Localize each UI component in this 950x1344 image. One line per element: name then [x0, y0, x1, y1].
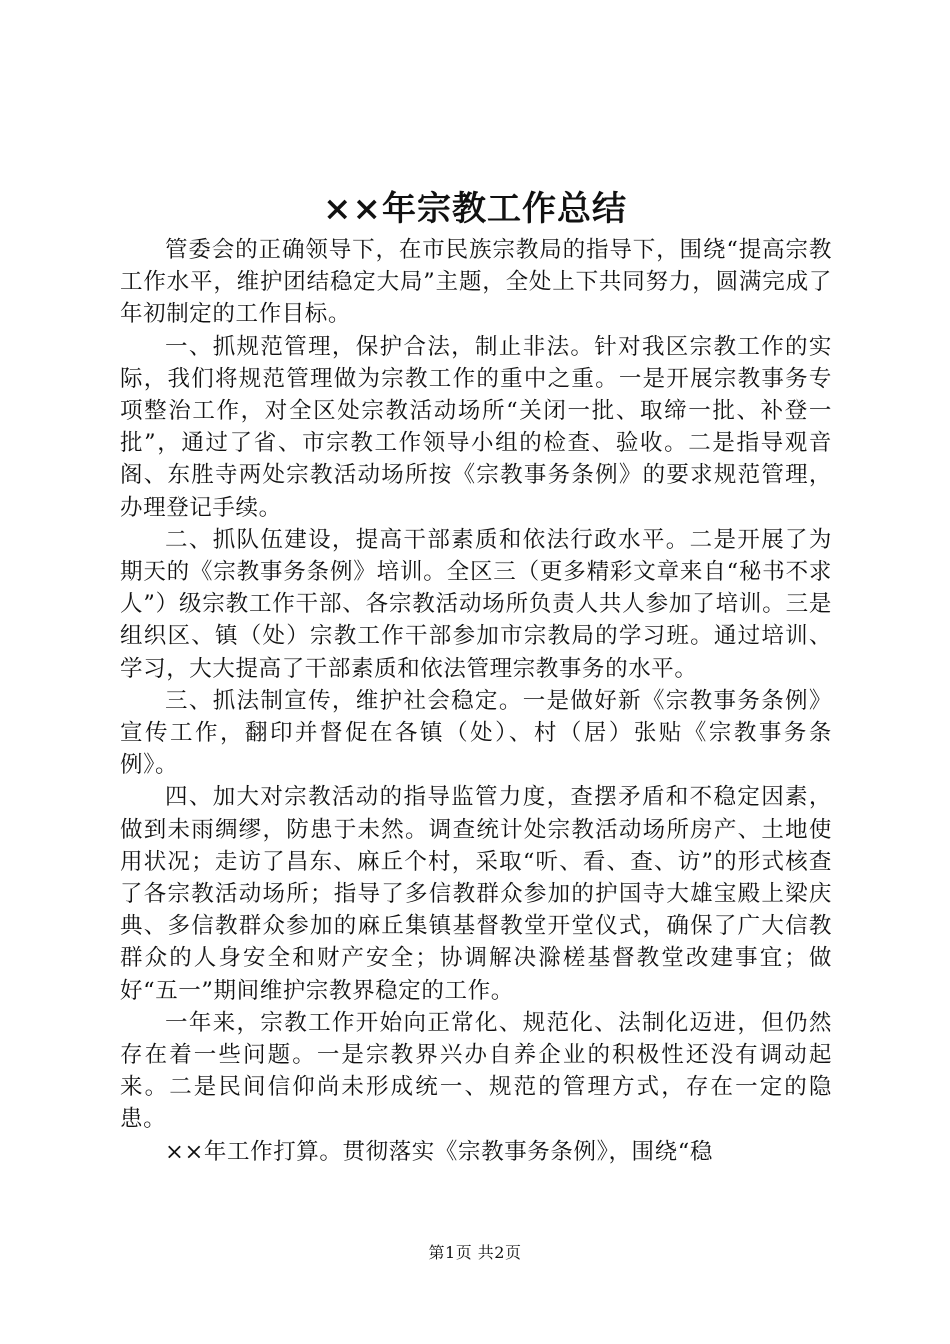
paragraph-summary: 一年来，宗教工作开始向正常化、规范化、法制化迈进，但仍然存在着一些问题。一是宗教界兴办自养企业的积极性还没有调动起来。二是民间信仰尚未形成统一、规范的管理方式，存在一定的隐患。 — [120, 1009, 832, 1133]
page-number-footer: 第1页 共2页 — [428, 1243, 522, 1262]
document-title: ××年宗教工作总结 — [323, 189, 627, 229]
paragraph-section-2: 二、抓队伍建设，提高干部素质和依法行政水平。二是开展了为期天的《宗教事务条例》培训。全区三（更多精彩文章来自“秘书不求人”）级宗教工作干部、各宗教活动场所负责人共人参加了培训。三是组织区、镇（处）宗教工作干部参加市宗教局的学习班。通过培训、学习，大大提高了干部素质和依法管理宗教事务的水平。 — [120, 526, 832, 682]
paragraph-section-4: 四、加大对宗教活动的指导监管力度，查摆矛盾和不稳定因素，做到未雨绸缪，防患于未然。调查统计处宗教活动场所房产、土地使用状况；走访了昌东、麻丘个村，采取“听、看、查、访”的形式核查了各宗教活动场所；指导了多信教群众参加的护国寺大雄宝殿上梁庆典、多信教群众参加的麻丘集镇基督教堂开堂仪式，确保了广大信教群众的人身安全和财产安全；协调解决滁槎基督教堂改建事宜；做好“五一”期间维护宗教界稳定的工作。 — [120, 784, 832, 1004]
paragraph-section-1: 一、抓规范管理，保护合法，制止非法。针对我区宗教工作的实际，我们将规范管理做为宗教工作的重中之重。一是开展宗教事务专项整治工作，对全区处宗教活动场所“关闭一批、取缔一批、补登一批”，通过了省、市宗教工作领导小组的检查、验收。二是指导观音阁、东胜寺两处宗教活动场所按《宗教事务条例》的要求规范管理，办理登记手续。 — [120, 333, 832, 521]
paragraph-intro: 管委会的正确领导下，在市民族宗教局的指导下，围绕“提高宗教工作水平，维护团结稳定大局”主题，全处上下共同努力，圆满完成了年初制定的工作目标。 — [120, 237, 832, 328]
paragraph-plan: ××年工作打算。贯彻落实《宗教事务条例》，围绕“稳 — [165, 1138, 713, 1165]
document-body — [120, 234, 832, 1168]
paragraph-section-3: 三、抓法制宣传，维护社会稳定。一是做好新《宗教事务条例》宣传工作，翻印并督促在各镇（处）、村（居）张贴《宗教事务条例》。 — [120, 687, 832, 779]
